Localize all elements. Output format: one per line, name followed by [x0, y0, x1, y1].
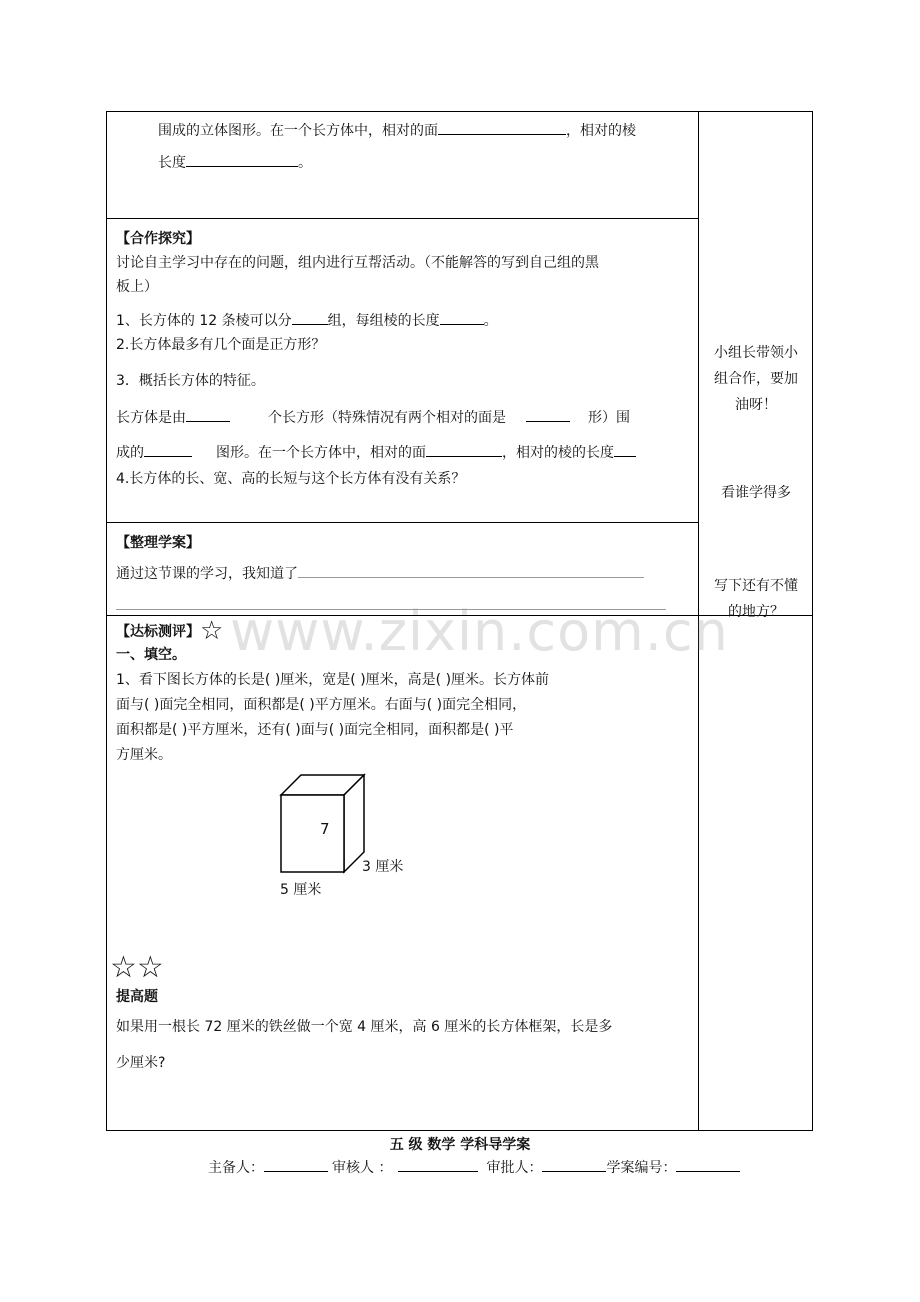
two-star-icon: ☆☆	[110, 950, 164, 985]
fill-blank-q1-line3: 面积都是( )平方厘米，还有( )面与( )面完全相同，面积都是( )平	[116, 722, 514, 738]
advanced-heading: 提高题	[116, 989, 158, 1005]
fill-blank-q1-line1: 1、看下图长方体的长是( )厘米，宽是( )厘米，高是( )厘米。长方体前	[116, 672, 550, 688]
fill-blank-q1-line4: 方厘米。	[116, 747, 172, 763]
summary-text: 通过这节课的学习，我知道了	[116, 563, 644, 585]
row-divider-1	[106, 218, 699, 219]
footer-title: 五 级 数学 学科导学案	[389, 1137, 531, 1153]
test-heading: 【达标测评】☆	[116, 616, 224, 646]
fill-blank-q1-line2: 面与( )面完全相同，面积都是( )平方厘米。右面与( )面完全相同，	[116, 697, 527, 713]
coop-question-3: 3．概括长方体的特征。	[116, 373, 265, 389]
top-cell-line2: 长度 。	[158, 152, 312, 174]
summary-heading: 【整理学案】	[116, 535, 200, 551]
coop-intro-line2: 板上）	[116, 279, 158, 295]
coop-question-4: 4.长方体的长、宽、高的长短与这个长方体有没有关系？	[116, 471, 466, 487]
cuboid-width-label: 3 厘米	[362, 859, 404, 875]
coop-question-3-line2: 成的 图形。在一个长方体中，相对的面 ，相对的棱的长度	[116, 442, 636, 464]
top-cell-line1: 围成的立体图形。在一个长方体中，相对的面 ，相对的棱	[158, 120, 636, 142]
side-note-cooperate: 小组长带领小 组合作，要加 油呀！	[714, 345, 798, 413]
coop-question-3-line1: 长方体是由 个长方形（特殊情况有两个相对的面是 形）围	[116, 407, 630, 429]
cuboid-length-label: 5 厘米	[280, 882, 322, 898]
side-note-questions: 写下还有不懂 的地方？	[714, 578, 798, 620]
cuboid-front-face	[281, 795, 344, 872]
fill-blank-section-title: 一、填空。	[116, 647, 186, 663]
coop-question-2: 2.长方体最多有几个面是正方形？	[116, 337, 326, 353]
watermark: www.zixin.com.cn	[230, 600, 729, 663]
coop-intro-line1: 讨论自主学习中存在的问题，组内进行互帮活动。（不能解答的写到自己组的黑	[116, 255, 599, 271]
footer-signoff-line: 主备人： 审核人 ： 审批人： 学案编号：	[208, 1157, 740, 1179]
row-divider-2	[106, 522, 699, 523]
advanced-question-line1: 如果用一根长 72 厘米的铁丝做一个宽 4 厘米，高 6 厘米的长方体框架，长是多	[116, 1019, 613, 1035]
star-icon: ☆	[200, 616, 224, 646]
coop-question-1: 1、长方体的 12 条棱可以分 组，每组棱的长度 。	[116, 310, 498, 332]
cuboid-front-label: 7	[320, 820, 330, 838]
coop-heading: 【合作探究】	[116, 231, 200, 247]
advanced-question-line2: 少厘米?	[116, 1055, 166, 1071]
side-note-learn-more: 看谁学得多	[721, 485, 791, 501]
